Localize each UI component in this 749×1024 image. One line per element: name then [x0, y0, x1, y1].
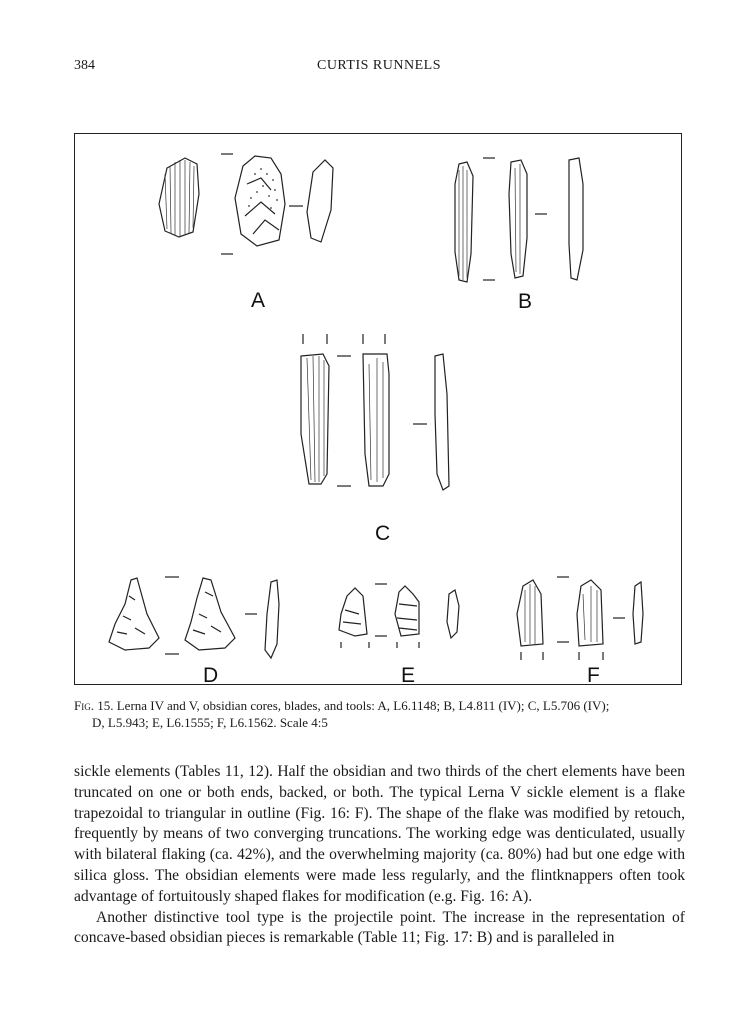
body-paragraph-1: sickle elements (Tables 11, 12). Half the obsidian and two thirds of the chert elements have been truncated on one or both ends, backed, or both. The typical Lerna V sickle element is a flake trapezoidal to triangular in outline (Fig. 16: F). The shape of the flake was modified by retouch, frequently by means of two converging truncations. The working edge was denticulated, usually with bilateral flaking (ca. 42%), and the overwhelming majority (ca. 80%) had but one edge with silica gloss. The obsidian elements were made less regularly, and the flintknappers often took advantage of fortuitously shaped flakes for modification (e.g. Fig. 16: A). — [74, 763, 685, 905]
figure-label-c: C — [375, 522, 391, 545]
running-head: CURTIS RUNNELS — [316, 58, 441, 73]
figure-15-frame — [74, 133, 682, 685]
body-text — [74, 762, 685, 949]
figure-label-a: A — [251, 289, 266, 312]
figure-label-d: D — [203, 664, 219, 684]
body-paragraph-2: Another distinctive tool type is the projectile point. The increase in the representation of concave-based obsidian pieces is remarkable (Table 11; Fig. 17: B) and is paralleled in — [74, 908, 685, 947]
artifact-d-drawing — [109, 577, 279, 658]
caption-line-2: D, L5.943; E, L6.1555; F, L6.1562. Scale 4:5 — [92, 715, 328, 730]
caption-line-1: Lerna IV and V, obsidian cores, blades, and tools: A, L6.1148; B, L4.811 (IV); C, L5.706 (IV); — [113, 698, 610, 713]
artifact-f-drawing — [517, 577, 643, 660]
figure-caption — [74, 697, 686, 731]
caption-fig-number: Fig. 15. — [74, 698, 114, 713]
figure-label-e: E — [401, 664, 416, 684]
artifact-b-drawing — [455, 158, 583, 282]
page-number: 384 — [74, 58, 95, 73]
artifact-drawings — [75, 134, 681, 684]
figure-label-f: F — [587, 664, 600, 684]
figure-label-b: B — [518, 290, 533, 313]
artifact-e-drawing — [339, 584, 459, 648]
artifact-c-drawing — [301, 334, 449, 490]
page-header — [74, 58, 684, 78]
artifact-a-drawing — [159, 154, 333, 254]
